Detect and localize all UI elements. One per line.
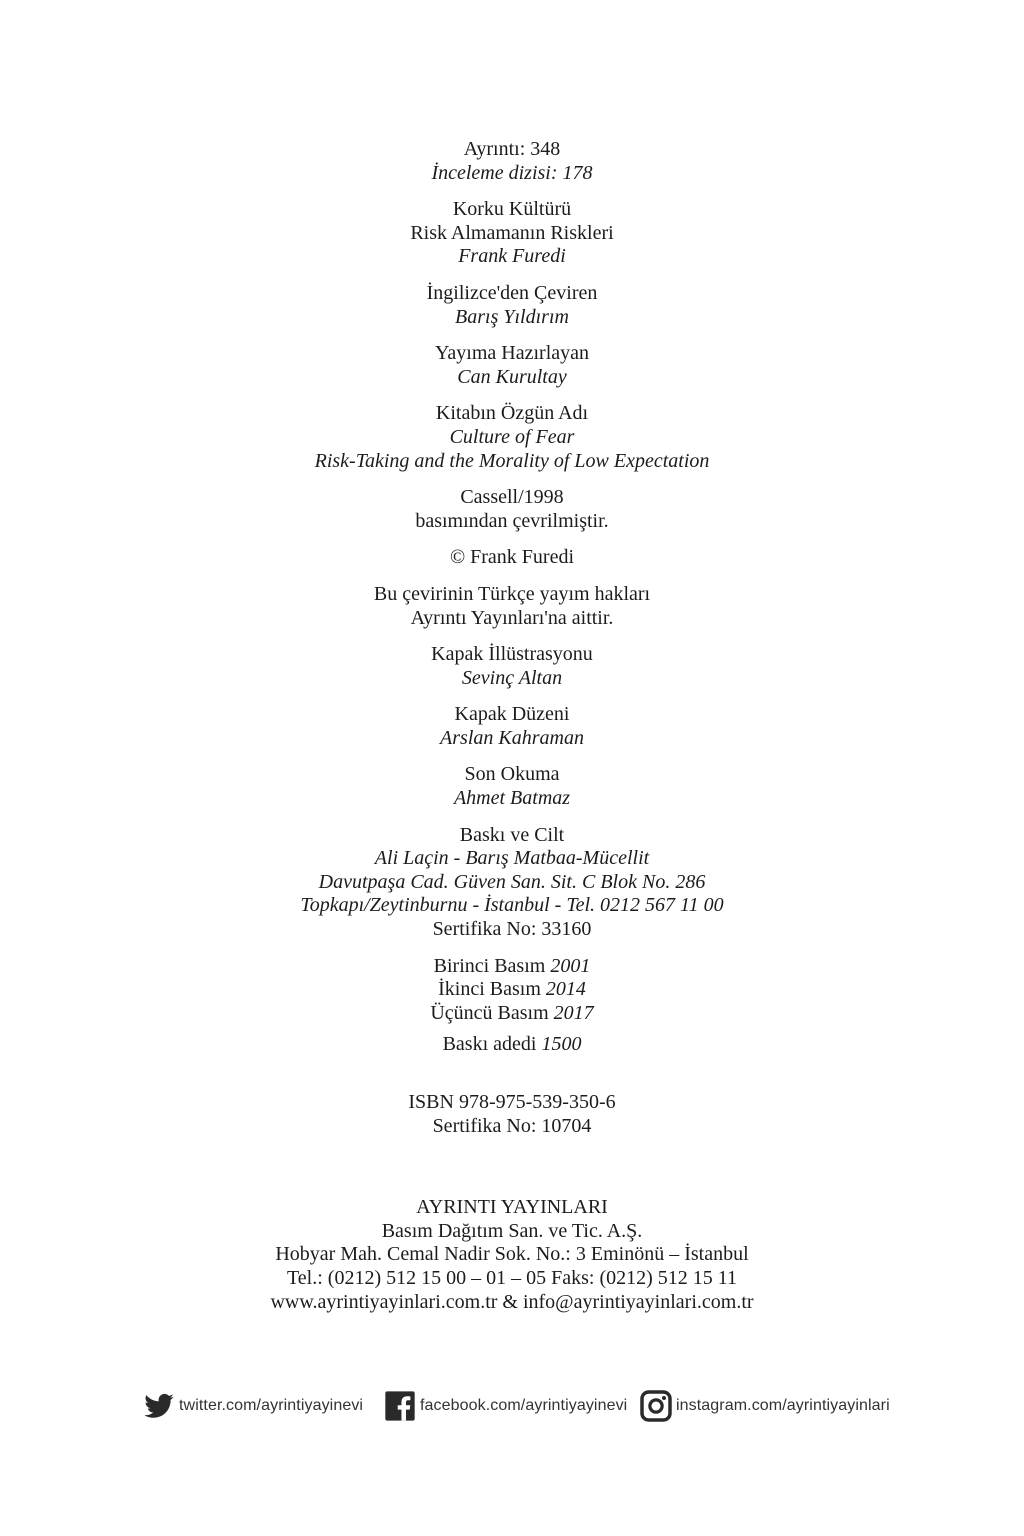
instagram-icon	[640, 1390, 672, 1422]
rights-info	[0, 583, 1024, 630]
rights-line-2: Ayrıntı Yayınları'na aittir.	[410, 606, 614, 629]
printer-address-2: Topkapı/Zeytinburnu - İstanbul - Tel. 0212 567 11 00	[300, 894, 724, 917]
original-title: Culture of Fear	[449, 425, 575, 448]
book-info	[0, 198, 1024, 269]
subseries-number: İnceleme dizisi: 178	[431, 161, 593, 184]
original-title-label: Kitabın Özgün Adı	[435, 402, 589, 425]
twitter-label: twitter.com/ayrintiyayinevi	[179, 1397, 364, 1414]
cover-illustration-name: Sevinç Altan	[461, 666, 563, 689]
cover-illustration-info	[0, 643, 1024, 690]
original-title-info	[0, 402, 1024, 473]
editor-name: Can Kurultay	[457, 365, 567, 388]
series-number: Ayrıntı: 348	[463, 138, 561, 160]
social-links	[0, 1388, 1024, 1428]
source-edition-info	[0, 486, 1024, 533]
publisher-address: Hobyar Mah. Cemal Nadir Sok. No.: 3 Eminönü – İstanbul	[275, 1243, 749, 1266]
source-note: basımından çevrilmiştir.	[415, 509, 609, 532]
instagram-link[interactable]	[640, 1388, 890, 1424]
edition-label: Üçüncü Basım	[430, 1001, 549, 1024]
editor-label: Yayıma Hazırlayan	[434, 342, 590, 365]
editor-info	[0, 342, 1024, 389]
edition-year: 2017	[553, 1001, 594, 1024]
edition-line	[0, 1002, 1024, 1026]
proofreading-name: Ahmet Batmaz	[453, 787, 571, 810]
colophon	[0, 138, 1024, 1327]
translator-info	[0, 282, 1024, 329]
print-run-label: Baskı adedi	[442, 1033, 537, 1056]
proofreading-label: Son Okuma	[464, 763, 560, 786]
book-subtitle: Risk Almamanın Riskleri	[410, 221, 614, 244]
printer-name: Ali Laçin - Barış Matbaa-Mücellit	[374, 847, 650, 870]
publisher-phone: Tel.: (0212) 512 15 00 – 01 – 05 Faks: (0212) 512 15 11	[286, 1266, 738, 1289]
print-run-value: 1500	[541, 1033, 582, 1056]
edition-line	[0, 955, 1024, 979]
publisher-company: Basım Dağıtım San. ve Tic. A.Ş.	[381, 1219, 643, 1242]
printer-certificate: Sertifika No: 33160	[432, 918, 592, 941]
cover-design-name: Arslan Kahraman	[440, 726, 584, 749]
publisher-name: AYRINTI YAYINLARI	[416, 1196, 608, 1219]
isbn-info	[0, 1091, 1024, 1138]
series-info	[0, 138, 1024, 185]
publisher-web: www.ayrintiyayinlari.com.tr & info@ayrintiyayinlari.com.tr	[270, 1290, 754, 1313]
print-run-info	[0, 1033, 1024, 1057]
cover-illustration-label: Kapak İllüstrasyonu	[431, 643, 593, 666]
original-subtitle: Risk-Taking and the Morality of Low Expectation	[314, 449, 710, 472]
facebook-icon	[384, 1390, 416, 1422]
cover-design-info	[0, 703, 1024, 750]
edition-line	[0, 978, 1024, 1002]
copyright-info	[0, 546, 1024, 570]
edition-year: 2001	[550, 954, 591, 977]
publisher-certificate: Sertifika No: 10704	[432, 1114, 592, 1137]
twitter-link[interactable]	[143, 1388, 363, 1424]
source-edition: Cassell/1998	[460, 486, 564, 509]
publisher-info	[0, 1196, 1024, 1314]
edition-year: 2014	[545, 978, 586, 1001]
print-run-line	[0, 1033, 1024, 1057]
proofreading-info	[0, 763, 1024, 810]
edition-label: Birinci Basım	[433, 954, 546, 977]
printer-address-1: Davutpaşa Cad. Güven San. Sit. C Blok No. 286	[318, 870, 706, 893]
facebook-label: facebook.com/ayrintiyayinevi	[420, 1397, 628, 1414]
rights-line-1: Bu çevirinin Türkçe yayım hakları	[373, 582, 651, 605]
isbn-number: ISBN 978-975-539-350-6	[408, 1091, 616, 1113]
edition-label: İkinci Basım	[438, 978, 541, 1001]
printing-label: Baskı ve Cilt	[459, 823, 565, 846]
book-author: Frank Furedi	[458, 245, 566, 268]
editions-info	[0, 955, 1024, 1026]
book-title: Korku Kültürü	[452, 198, 572, 221]
instagram-label: instagram.com/ayrintiyayinlari	[676, 1397, 890, 1414]
printing-info	[0, 824, 1024, 942]
copyright-notice: © Frank Furedi	[449, 546, 575, 569]
twitter-icon	[143, 1390, 175, 1422]
facebook-link[interactable]	[384, 1388, 627, 1424]
translator-label: İngilizce'den Çeviren	[426, 281, 598, 304]
cover-design-label: Kapak Düzeni	[454, 703, 570, 726]
translator-name: Barış Yıldırım	[455, 305, 569, 328]
